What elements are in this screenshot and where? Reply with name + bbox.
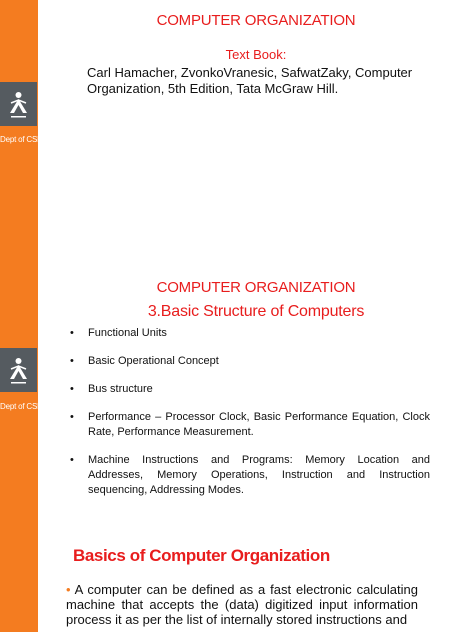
- topic-list: [70, 326, 430, 511]
- institute-logo-icon: [0, 348, 37, 392]
- slide-title: Basics of Computer Organization: [73, 546, 330, 565]
- list-item: • Bus structure: [70, 383, 153, 395]
- dept-label: Dept of CSE: [0, 135, 43, 144]
- list-item: • Machine Instructions and Programs: Memory Location and Addresses, Memory Operations, Instruction and Instruction sequencing, Addressing Modes.: [70, 454, 430, 496]
- slide-2: [0, 266, 474, 536]
- list-item: • Basic Operational Concept: [70, 355, 219, 367]
- sidebar-stripe: [0, 536, 38, 632]
- institute-logo-icon: [0, 82, 37, 126]
- slide-body: • A computer can be defined as a fast electronic calculating machine that accepts the (data) digitized input information process it as per the list of internally stored instructions and: [66, 582, 418, 627]
- slide-subtitle: 3.Basic Structure of Computers: [147, 303, 365, 320]
- slide-3: [0, 536, 474, 632]
- list-item: • Functional Units: [70, 327, 167, 339]
- sidebar-stripe: [0, 0, 43, 266]
- page-title: COMPUTER ORGANIZATION: [156, 12, 356, 29]
- slide-title: COMPUTER ORGANIZATION: [156, 279, 356, 296]
- sidebar-stripe: [0, 266, 43, 536]
- textbook-reference: Carl Hamacher, ZvonkoVranesic, SafwatZaky, Computer Organization, 5th Edition, Tata McGraw Hill.: [87, 65, 413, 96]
- list-item: • Performance – Processor Clock, Basic Performance Equation, Clock Rate, Performance Measurement.: [70, 411, 430, 438]
- textbook-heading: Text Book:: [225, 47, 287, 62]
- slide-1: [0, 0, 474, 266]
- dept-label: Dept of CSE: [0, 402, 43, 411]
- bullet-icon: •: [66, 582, 71, 597]
